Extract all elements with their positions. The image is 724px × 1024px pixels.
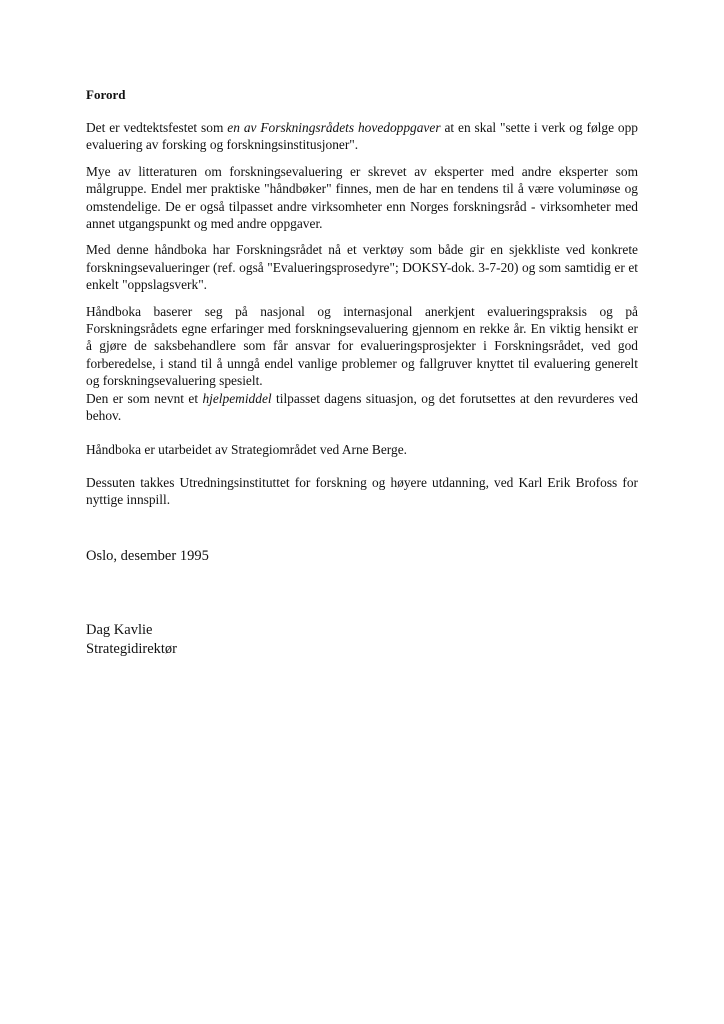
- paragraph-tool-note-text-end: tilpasset dagens situasjon, og det forutsettes at den revurderes ved behov.: [86, 390, 639, 424]
- paragraph-author: Håndboka er utarbeidet av Strategiområdet ved Arne Berge.: [86, 441, 408, 457]
- paragraph-handbook-tool: Med denne håndboka har Forskningsrådet nå et verktøy som både gir en sjekkliste ved konkrete forskningsevalueringer (ref. også "Evalueringsprosedyre"; DOKSY-dok. 3-7-20) og som samtidig er et enkelt "oppslagsverk".: [86, 242, 638, 293]
- paragraph-tool-note-text-start: Den er som nevnt et: [86, 390, 203, 406]
- paragraph-thanks: Dessuten takkes Utredningsinstituttet for forskning og høyere utdanning, ved Karl Erik Brofoss for nyttige innspill.: [86, 474, 638, 508]
- paragraph-literature: Mye av litteraturen om forskningsevaluering er skrevet av eksperter med andre eksperter som målgruppe. Endel mer praktiske "håndbøker" finnes, men de har en tendens til å være voluminøse og omstendelige. De er også tilpasset andre virksomheter enn Norges forskningsråd - virksomheter med annet utgangspunkt og med andre oppgaver.: [86, 163, 638, 232]
- place-date: Oslo, desember 1995: [86, 547, 209, 564]
- paragraph-handbook-basis: Håndboka baserer seg på nasjonal og internasjonal anerkjent evalueringspraksis og på Forskningsrådets egne erfaringer med forskningsevaluering gjennom en rekke år. En viktig hensikt er å gjøre de saksbehandlere som får ansvar for evalueringsprosjekter i Forskningsrådet, ved god forberedelse, i stand til å unngå endel vanlige problemer og fallgruver knyttet til evaluering generelt og forskningsevaluering spesielt.: [86, 303, 638, 389]
- signature-title: Strategidirektør: [86, 640, 178, 657]
- paragraph-tool-note-emphasis: hjelpemiddel: [202, 390, 272, 406]
- page-title: Forord: [86, 87, 126, 102]
- paragraph-mandate-text-start: Det er vedtektsfestet som: [86, 120, 228, 135]
- paragraph-mandate-emphasis: en av Forskningsrådets hovedoppgaver: [227, 120, 441, 135]
- paragraph-mandate: [86, 119, 638, 154]
- signature-name: Dag Kavlie: [86, 621, 153, 638]
- paragraph-mandate-text-end: at en skal "sette i verk og følge opp evaluering av forsking og forskningsinstitusjoner".: [86, 120, 639, 153]
- paragraph-tool-note: [86, 390, 638, 425]
- document-page: [86, 86, 638, 659]
